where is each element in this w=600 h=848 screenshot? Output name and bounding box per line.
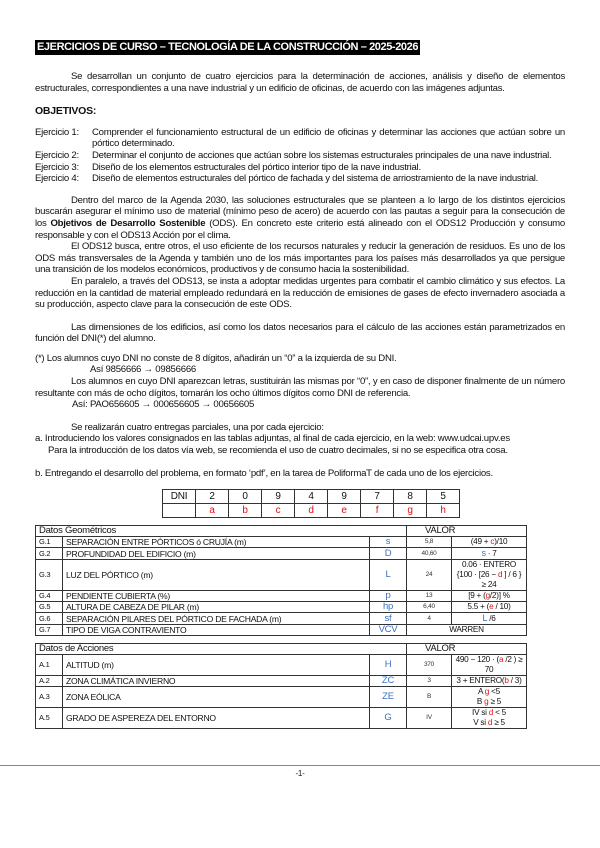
ejercicio-item: [35, 162, 565, 174]
ejercicio-label: Ejercicio 2:: [35, 149, 79, 161]
row-name: ZONA EÓLICA: [63, 687, 370, 708]
acc-heading: Datos de Acciones: [36, 644, 407, 655]
dni-digit: 0: [229, 490, 262, 504]
formula-part: / 3): [508, 676, 522, 686]
table-row: [36, 676, 527, 687]
row-code: G.7: [36, 625, 63, 636]
row-symbol: p: [370, 591, 407, 602]
objetivos-heading: OBJETIVOS:: [35, 105, 97, 118]
table-row: [36, 537, 527, 548]
row-formula: [452, 708, 527, 729]
formula-part: A: [478, 687, 485, 697]
formula-part: ] / 6 } ≥ 24: [481, 570, 522, 590]
dni-empty-cell: [163, 504, 196, 518]
formula-part: 0.06 · ENTERO {100 · [26 −: [456, 560, 517, 580]
formula-part: b: [504, 676, 509, 686]
ejercicio-label: Ejercicio 4:: [35, 173, 79, 185]
row-symbol: ZE: [370, 687, 407, 708]
table-row: [36, 655, 527, 676]
formula-part: 3 + ENTERO(: [456, 676, 505, 686]
agenda-text: Dentro del marco de la Agenda 2030, las soluciones estructurales que se planteen a lo largo de los distintos ejercicios buscarán asegurar el mínimo uso de material (mínimo peso de acero) de acuerdo con las pautas a seguir para la consecución de los: [35, 194, 565, 229]
formula-part: B: [476, 697, 485, 707]
table-row: [36, 708, 527, 729]
row-formula: [452, 591, 527, 602]
row-formula: [452, 548, 527, 560]
row-code: A.3: [36, 687, 63, 708]
item-b: b. Entregando el desarrollo del problema, en formato ‘pdf’, en la tarea de PoliformaT de cada uno de los ejercicios.: [35, 467, 493, 479]
row-code: A.1: [36, 655, 63, 676]
formula-part: e: [489, 602, 494, 612]
geo-heading: Datos Geométricos: [36, 526, 407, 537]
dimensiones-paragraph: Las dimensiones de los edificios, así como los datos necesarios para el cálculo de las acciones están parametrizados en función del DNI(*) del alumno.: [35, 321, 565, 345]
row-value: 4: [407, 613, 452, 625]
dni-letter: e: [328, 504, 361, 518]
ods13-paragraph: En paralelo, a través del ODS13, se insta a adoptar medidas urgentes para combatir el cambio climático y sus efectos. La reducción en la cantidad de material empleado redundará en la reducción de emisiones de gases de efecto invernadero asociada a su producción, aspecto clave para la consecución de este ODS.: [35, 275, 565, 311]
table-row: [36, 560, 527, 591]
row-formula: [452, 560, 527, 591]
ods-bold: Objetivos de Desarrollo Sostenible: [50, 217, 206, 229]
row-code: A.5: [36, 708, 63, 729]
row-value: 13: [407, 591, 452, 602]
row-name: TIPO DE VIGA CONTRAVIENTO: [63, 625, 370, 636]
formula-part: L: [482, 613, 488, 624]
row-symbol: sf: [370, 613, 407, 625]
row-symbol: ZC: [370, 676, 407, 687]
formula-part: 490 − 120 · (: [455, 655, 499, 665]
dni-digit: 8: [394, 490, 427, 504]
formula-part: <5: [489, 687, 500, 697]
ejercicio-label: Ejercicio 3:: [35, 161, 79, 173]
row-formula: [452, 537, 527, 548]
row-formula: [452, 676, 527, 687]
row-value: 6,40: [407, 602, 452, 613]
row-formula: [452, 613, 527, 625]
formula-part: ≥ 5: [488, 697, 502, 707]
document-title: EJERCICIOS DE CURSO – TECNOLOGÍA DE LA CONSTRUCCIÓN – 2025-2026: [37, 41, 419, 53]
nota-dni: (*) Los alumnos cuyo DNI no conste de 8 dígitos, añadirán un “0” a la izquierda de su DNI.: [35, 352, 397, 364]
geo-valor-header: VALOR: [407, 526, 527, 537]
ejemplo-dni: Así 9856666 → 09856666: [90, 364, 196, 376]
row-value: 3: [407, 676, 452, 687]
dni-letter: a: [196, 504, 229, 518]
row-code: A.2: [36, 676, 63, 687]
table-row: [36, 548, 527, 560]
dni-label: DNI: [163, 490, 196, 504]
formula-part: d: [487, 718, 493, 728]
ejemplo-letras: Así: PAO656605 → 000656605 → 00656605: [72, 399, 255, 411]
formula-part: )/10: [494, 537, 508, 547]
row-name: SEPARACIÓN ENTRE PÓRTICOS ó CRUJÍA (m): [63, 537, 370, 548]
row-name: ALTITUD (m): [63, 655, 370, 676]
formula-part: g: [484, 687, 490, 697]
row-code: G.1: [36, 537, 63, 548]
ejercicio-text: Comprender el funcionamiento estructural de un edificio de oficinas y determinar las acciones que actúan sobre un pórtico determinado.: [92, 126, 565, 150]
intro-paragraph: Se desarrollan un conjunto de cuatro ejercicios para la determinación de acciones, análisis y diseño de elementos estructurales, correspondientes a una nave industrial y un edificio de oficinas, de acuerdo con las imágenes adjuntas.: [35, 71, 565, 94]
row-formula: [452, 602, 527, 613]
dni-digit: 7: [361, 490, 394, 504]
table-row: [36, 613, 527, 625]
row-code: G.3: [36, 560, 63, 591]
dni-digit: 2: [196, 490, 229, 504]
row-value: 5,8: [407, 537, 452, 548]
ejercicio-label: Ejercicio 1:: [35, 126, 79, 138]
formula-part: 5.5 + (: [467, 602, 490, 612]
formula-part: · 7: [485, 549, 497, 559]
row-code: G.6: [36, 613, 63, 625]
page-number: -1-: [295, 769, 305, 779]
dni-letter: b: [229, 504, 262, 518]
formula-part: < 5: [493, 708, 506, 718]
row-code: G.5: [36, 602, 63, 613]
row-symbol: VCV: [370, 625, 407, 636]
formula-part: a: [498, 655, 504, 665]
row-name: SEPARACIÓN PILARES DEL PÓRTICO DE FACHADA (m): [63, 613, 370, 625]
row-formula: [452, 687, 527, 708]
formula-part: (49 +: [470, 537, 491, 547]
agenda-paragraph: [35, 195, 565, 241]
row-code: G.2: [36, 548, 63, 560]
row-name: GRADO DE ASPEREZA DEL ENTORNO: [63, 708, 370, 729]
dni-digit: 9: [262, 490, 295, 504]
footer-divider: [0, 765, 600, 766]
row-value: 24: [407, 560, 452, 591]
row-name: PENDIENTE CUBIERTA (%): [63, 591, 370, 602]
formula-part: /6: [487, 614, 496, 624]
formula-part: /2)] %: [489, 591, 510, 601]
ejercicio-item: [35, 173, 565, 185]
formula-part: d: [497, 570, 503, 580]
formula-part: g: [484, 697, 489, 707]
row-name: LUZ DEL PÓRTICO (m): [63, 560, 370, 591]
dni-digit: 9: [328, 490, 361, 504]
row-code: G.4: [36, 591, 63, 602]
dni-letter: d: [295, 504, 328, 518]
row-symbol: G: [370, 708, 407, 729]
table-row: [36, 602, 527, 613]
row-name: ZONA CLIMÁTICA INVIERNO: [63, 676, 370, 687]
row-symbol: hp: [370, 602, 407, 613]
row-formula: [452, 655, 527, 676]
formula-part: [9 + (: [468, 591, 486, 601]
nota-letras: Los alumnos en cuyo DNI aparezcan letras, sustituirán las mismas por “0”, y en caso de disponer finalmente de un número resultante con más de ocho dígitos, tomarán los ocho últimos dígitos como DNI de referencia.: [35, 376, 565, 399]
ejercicios-list: [35, 127, 565, 185]
ejercicio-item: [35, 150, 565, 162]
row-symbol: D: [370, 548, 407, 560]
row-value: IV: [407, 708, 452, 729]
datos-acciones-table: [35, 643, 527, 729]
dni-digit: 5: [427, 490, 460, 504]
formula-part: g: [485, 591, 490, 601]
formula-part: IV si: [472, 708, 489, 718]
row-value: 370: [407, 655, 452, 676]
formula-part: /2 ) ≥ 70: [484, 655, 523, 675]
dni-letter: h: [427, 504, 460, 518]
ejercicio-text: Diseño de los elementos estructurales del pórtico interior tipo de la nave industrial.: [92, 161, 421, 173]
acc-valor-header: VALOR: [407, 644, 527, 655]
table-row: [36, 591, 527, 602]
formula-part: / 10): [493, 602, 511, 612]
row-value: WARREN: [407, 625, 527, 636]
entregas-paragraph: Se realizarán cuatro entregas parciales, una por cada ejercicio:: [71, 421, 324, 433]
formula-part: c: [490, 537, 495, 547]
datos-geometricos-table: [35, 525, 527, 636]
row-symbol: H: [370, 655, 407, 676]
row-value: 40,60: [407, 548, 452, 560]
ods12-paragraph: El ODS12 busca, entre otros, el uso eficiente de los recursos naturales y reducir la generación de residuos. Es uno de los ODS más transversales de la Agenda y también uno de los más importantes para los países más desarrollados ya que persigue una transición de los modelos económicos, productivos y de consumo hacia la sostenibilidad.: [35, 241, 565, 276]
dni-letter: f: [361, 504, 394, 518]
ejercicio-text: Determinar el conjunto de acciones que actúan sobre los sistemas estructurales principales de una nave industrial.: [92, 149, 552, 161]
table-row: [36, 625, 527, 636]
row-name: ALTURA DE CABEZA DE PILAR (m): [63, 602, 370, 613]
formula-part: ≥ 5: [492, 718, 505, 728]
dni-digit: 4: [295, 490, 328, 504]
formula-part: d: [488, 708, 494, 718]
row-symbol: s: [370, 537, 407, 548]
formula-part: V si: [473, 718, 488, 728]
item-a: a. Introduciendo los valores consignados en las tablas adjuntas, al final de cada ejercicio, en la web: www.udcai.upv.es: [35, 433, 510, 445]
row-symbol: L: [370, 560, 407, 591]
agenda-text: (ODS). En concreto este criterio está alineado con el ODS12 Producción y consumo responsable y con el ODS13 Acción por el clima.: [35, 217, 565, 241]
row-name: PROFUNDIDAD DEL EDIFICIO (m): [63, 548, 370, 560]
dni-letter: c: [262, 504, 295, 518]
table-row: [36, 687, 527, 708]
row-value: B: [407, 687, 452, 708]
ejercicio-text: Diseño de elementos estructurales del pórtico de fachada y del sistema de arriostramiento de la nave industrial.: [92, 173, 539, 185]
ejercicio-item: [35, 127, 565, 150]
dni-table: [162, 489, 460, 518]
item-a-note: Para la introducción de los datos vía web, se recomienda el uso de cuatro decimales, si no se especifica otra cosa.: [48, 445, 508, 457]
formula-part: s: [481, 548, 486, 559]
dni-letter: g: [394, 504, 427, 518]
